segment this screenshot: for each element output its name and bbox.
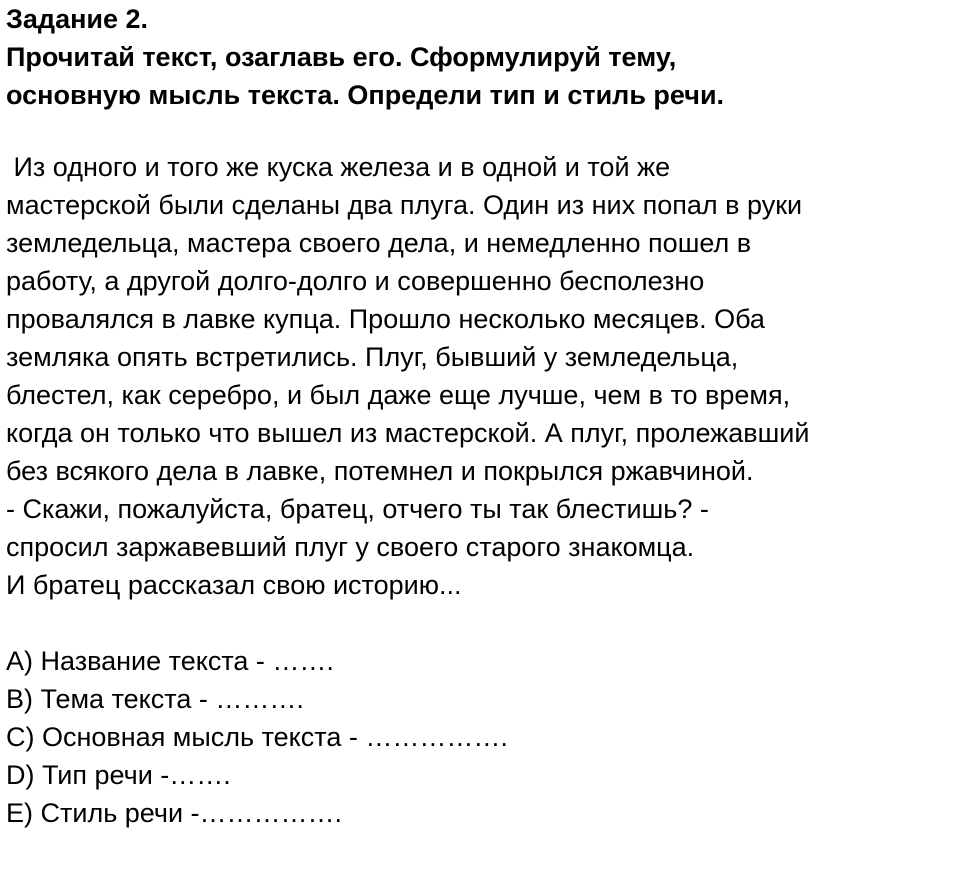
text-line: земляка опять встретились. Плуг, бывший у земледельца,: [6, 342, 739, 372]
question-topic: B) Тема текста - ……….: [6, 684, 304, 714]
question-speech-type: D) Тип речи -…….: [6, 760, 231, 790]
text-line: спросил заржавевший плуг у своего старого знакомца.: [6, 532, 695, 562]
text-line: Из одного и того же куска железа и в одной и той же: [6, 152, 671, 182]
text-line: без всякого дела в лавке, потемнел и покрылся ржавчиной.: [6, 456, 754, 486]
task-number: Задание 2.: [6, 4, 149, 34]
text-line: И братец рассказал свою историю...: [6, 570, 462, 600]
task-instruction-line-2: основную мысль текста. Определи тип и стиль речи.: [6, 80, 725, 110]
question-speech-style: E) Стиль речи -…………….: [6, 798, 343, 828]
text-line: когда он только что вышел из мастерской. А плуг, пролежавший: [6, 418, 810, 448]
question-title: A) Название текста - …….: [6, 646, 334, 676]
text-line: работу, а другой долго-долго и совершенно бесполезно: [6, 266, 705, 296]
task-instruction-line-1: Прочитай текст, озаглавь его. Сформулируй тему,: [6, 42, 677, 72]
text-line: мастерской были сделаны два плуга. Один из них попал в руки: [6, 190, 803, 220]
question-list: [6, 642, 966, 832]
worksheet-page: [6, 0, 966, 832]
question-main-idea: C) Основная мысль текста - …………….: [6, 722, 508, 752]
text-line: провалялся в лавке купца. Прошло несколько месяцев. Оба: [6, 304, 765, 334]
reading-text: [6, 148, 966, 604]
text-line: земледельца, мастера своего дела, и немедленно пошел в: [6, 228, 752, 258]
text-line: блестел, как серебро, и был даже еще лучше, чем в то время,: [6, 380, 791, 410]
text-line: - Скажи, пожалуйста, братец, отчего ты так блестишь? -: [6, 494, 709, 524]
